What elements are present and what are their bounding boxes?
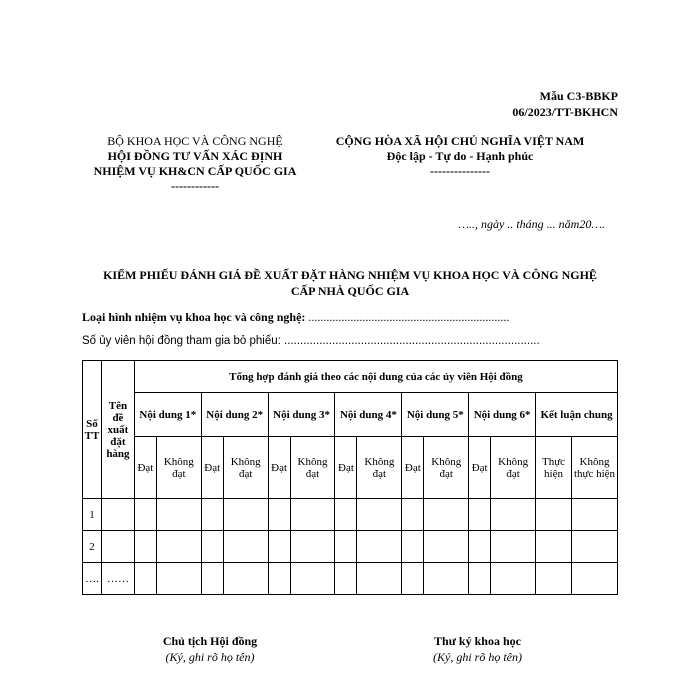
row-cell <box>571 499 617 531</box>
row-cell <box>268 531 290 563</box>
row-cell <box>335 563 357 595</box>
header-pass-1: Đạt <box>134 437 156 499</box>
row-cell <box>134 499 156 531</box>
row-cell <box>536 499 572 531</box>
row-cell <box>469 499 491 531</box>
task-type-label: Loại hình nhiệm vụ khoa học và công nghệ: <box>82 310 306 324</box>
row-cell <box>290 531 335 563</box>
header-proposal-name: Tên đề xuất đặt hàng <box>101 361 134 499</box>
secretary-sign-note: (Ký, ghi rõ họ tên) <box>433 650 522 664</box>
chairman-sign-note: (Ký, ghi rõ họ tên) <box>165 650 255 664</box>
form-circular-ref: 06/2023/TT-BKHCN <box>512 105 618 119</box>
ministry-name: BỘ KHOA HỌC VÀ CÔNG NGHỆ <box>107 134 283 148</box>
row-cell <box>223 531 268 563</box>
header-implement: Thực hiện <box>536 437 572 499</box>
header-content-2: Nội dung 2* <box>201 393 268 437</box>
header-fail-5: Không đạt <box>424 437 469 499</box>
header-pass-2: Đạt <box>201 437 223 499</box>
row-cell <box>201 531 223 563</box>
voter-count-field <box>82 335 540 347</box>
chairman-signature <box>150 633 270 665</box>
row-cell <box>469 563 491 595</box>
task-type-blank: ................................................................... <box>308 310 510 324</box>
row-cell <box>469 531 491 563</box>
row-cell <box>424 563 469 595</box>
voter-count-label: Số ủy viên hội đồng tham gia bỏ phiếu: <box>82 335 281 347</box>
document-title <box>60 267 640 299</box>
row-cell <box>156 531 201 563</box>
table-row-2 <box>83 531 618 563</box>
row-cell <box>357 499 402 531</box>
row-cell <box>402 531 424 563</box>
header-rule-left: ------------ <box>171 179 219 193</box>
header-not-implement: Không thực hiện <box>571 437 617 499</box>
header-fail-2: Không đạt <box>223 437 268 499</box>
date-line: ….., ngày .. tháng ... năm20…. <box>458 217 605 231</box>
header-pass-3: Đạt <box>268 437 290 499</box>
row-cell <box>402 563 424 595</box>
header-fail-1: Không đạt <box>156 437 201 499</box>
council-name-line1: HỘI ĐỒNG TƯ VẤN XÁC ĐỊNH <box>107 149 283 163</box>
row-cell <box>268 563 290 595</box>
header-fail-3: Không đạt <box>290 437 335 499</box>
council-name-line2: NHIỆM VỤ KH&CN CẤP QUỐC GIA <box>93 164 297 178</box>
secretary-role: Thư ký khoa học <box>434 634 521 648</box>
header-pass-6: Đạt <box>469 437 491 499</box>
header-pass-4: Đạt <box>335 437 357 499</box>
row-cell <box>536 531 572 563</box>
header-stt: Số TT <box>83 361 102 499</box>
row-cell <box>134 531 156 563</box>
header-pass-5: Đạt <box>402 437 424 499</box>
row-cell <box>424 531 469 563</box>
row-cell <box>491 499 536 531</box>
row-cell <box>357 563 402 595</box>
row-cell <box>335 499 357 531</box>
row-stt: 1 <box>83 499 102 531</box>
header-content-1: Nội dung 1* <box>134 393 201 437</box>
table-row-3 <box>83 563 618 595</box>
row-cell <box>335 531 357 563</box>
row-cell <box>571 531 617 563</box>
title-line1: KIỂM PHIẾU ĐÁNH GIÁ ĐỀ XUẤT ĐẶT HÀNG NHIỆM VỤ KHOA HỌC VÀ CÔNG NGHỆ <box>103 268 597 282</box>
issuing-agency-header <box>80 134 310 194</box>
row-proposal-name: …… <box>101 563 134 595</box>
secretary-signature <box>415 633 540 665</box>
chairman-role: Chủ tịch Hội đồng <box>162 634 258 648</box>
voter-count-blank: ................................................................................ <box>284 335 540 347</box>
row-proposal-name <box>101 499 134 531</box>
row-cell <box>491 531 536 563</box>
header-content-6: Nội dung 6* <box>469 393 536 437</box>
form-code-number: Mẫu C3-BBKP <box>539 89 618 103</box>
row-cell <box>156 499 201 531</box>
task-type-field <box>82 310 509 325</box>
national-header <box>320 134 600 179</box>
row-cell <box>134 563 156 595</box>
header-conclusion: Kết luận chung <box>536 393 618 437</box>
title-line2: CẤP NHÀ QUỐC GIA <box>290 284 410 298</box>
row-cell <box>536 563 572 595</box>
row-cell <box>571 563 617 595</box>
country-name: CỘNG HÒA XÃ HỘI CHỦ NGHĨA VIỆT NAM <box>335 134 585 148</box>
header-content-4: Nội dung 4* <box>335 393 402 437</box>
header-content-5: Nội dung 5* <box>402 393 469 437</box>
row-cell <box>223 499 268 531</box>
header-content-3: Nội dung 3* <box>268 393 335 437</box>
row-stt: 2 <box>83 531 102 563</box>
row-cell <box>424 499 469 531</box>
tally-table <box>82 360 618 595</box>
row-cell <box>491 563 536 595</box>
header-rule-right: --------------- <box>430 164 490 178</box>
row-proposal-name <box>101 531 134 563</box>
row-cell <box>268 499 290 531</box>
national-motto: Độc lập - Tự do - Hạnh phúc <box>386 149 534 163</box>
row-cell <box>290 499 335 531</box>
table-row-1 <box>83 499 618 531</box>
header-summary: Tổng hợp đánh giá theo các nội dung của các ủy viên Hội đồng <box>134 361 617 393</box>
row-cell <box>201 499 223 531</box>
row-cell <box>290 563 335 595</box>
row-cell <box>402 499 424 531</box>
row-cell <box>156 563 201 595</box>
row-cell <box>223 563 268 595</box>
row-cell <box>201 563 223 595</box>
row-cell <box>357 531 402 563</box>
content-header-row <box>83 393 618 437</box>
subheader-row <box>83 437 618 499</box>
header-fail-4: Không đạt <box>357 437 402 499</box>
row-stt: …. <box>83 563 102 595</box>
header-fail-6: Không đạt <box>491 437 536 499</box>
form-code <box>512 88 618 120</box>
